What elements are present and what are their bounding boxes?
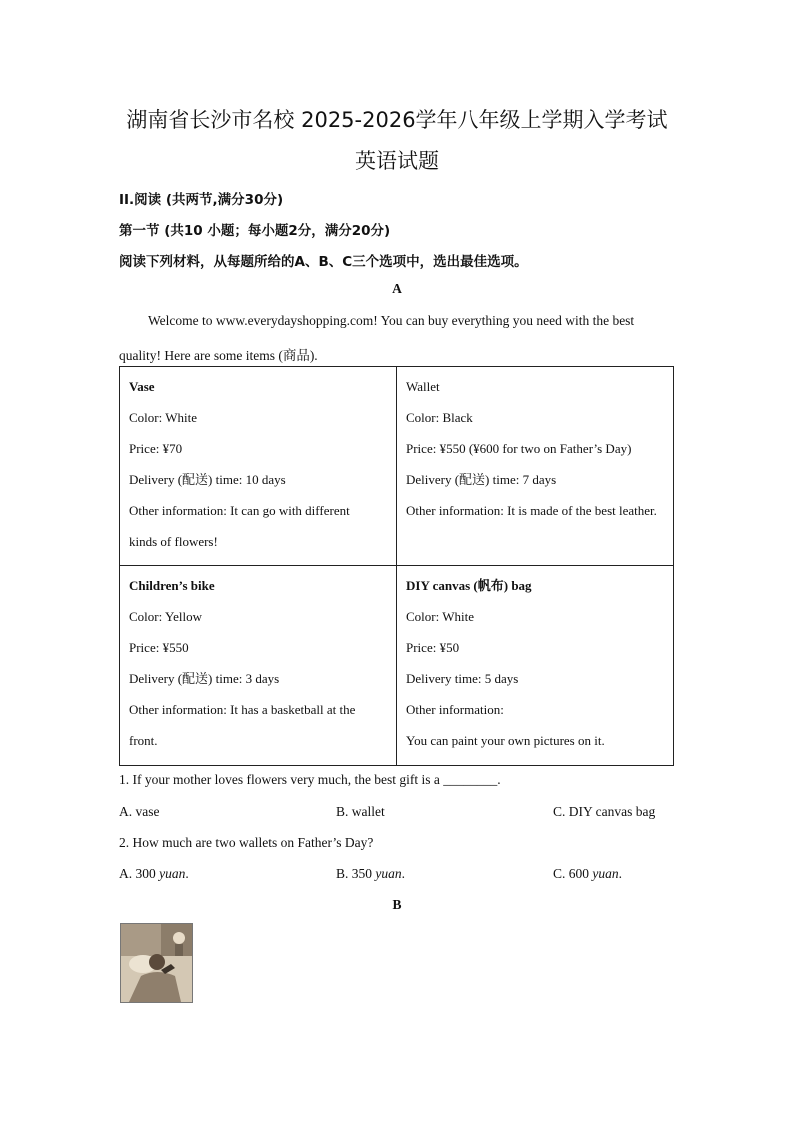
item-color: Color: Yellow [129,609,202,624]
item-delivery: Delivery (配送) time: 7 days [406,472,557,487]
item-other-info: Other information: It has a basketball at the [129,702,356,717]
option-unit: yuan [592,866,619,881]
passage-a-intro-line1: Welcome to www.everydayshopping.com! You can buy everything you need with the best [148,313,635,328]
option-text: A. 300 [119,866,160,881]
items-table [119,366,674,766]
item-other-info-cont: kinds of flowers! [129,534,218,549]
item-other-info: Other information: It can go with different [129,503,350,518]
passage-b-label: B [392,897,402,912]
item-color: Color: Black [406,410,473,425]
question-1-option-a[interactable]: A. vase [119,804,160,819]
item-price: Price: ¥70 [129,441,183,456]
section-heading: II.阅读 (共两节,满分30分) [119,192,284,208]
passage-a-label: A [392,281,402,296]
question-2-option-c[interactable] [553,866,622,882]
item-cell-wallet [397,367,674,566]
question-2-option-b[interactable] [336,866,405,882]
item-cell-canvas-bag [397,566,674,766]
question-2-stem: 2. How much are two wallets on Father’s Day? [119,835,374,850]
item-name: Vase [129,379,155,394]
item-name: Children’s bike [129,578,215,593]
item-color: Color: White [129,410,198,425]
passage-a-intro-line2: quality! Here are some items (商品). [119,348,318,363]
option-unit: yuan [375,866,402,881]
item-other-info-cont: front. [129,733,158,748]
item-delivery: Delivery (配送) time: 10 days [129,472,286,487]
part-heading: 第一节 (共10 小题；每小题2分，满分20分) [119,223,391,239]
item-delivery: Delivery time: 5 days [406,671,519,686]
instructions: 阅读下列材料，从每题所给的A、B、C三个选项中，选出最佳选项。 [119,254,528,270]
item-cell-bike [120,566,397,766]
item-cell-vase [120,367,397,566]
option-text: C. 600 [553,866,593,881]
page-subtitle: 英语试题 [355,149,439,173]
page-title: 湖南省长沙市名校 2025-2026学年八年级上学期入学考试 [126,108,668,132]
question-1-stem: 1. If your mother loves flowers very much, the best gift is a ________. [119,772,501,787]
item-price: Price: ¥550 (¥600 for two on Father’s Day) [406,441,632,456]
question-1-option-b[interactable]: B. wallet [336,804,385,819]
item-other-info: Other information: [406,702,504,717]
option-period: . [618,866,623,881]
option-unit: yuan [159,866,186,881]
item-other-info: Other information: It is made of the best leather. [406,503,657,518]
item-price: Price: ¥50 [406,640,460,655]
option-text: B. 350 [336,866,376,881]
question-2-option-a[interactable] [119,866,189,882]
item-other-info-cont: You can paint your own pictures on it. [406,733,605,748]
item-price: Price: ¥550 [129,640,189,655]
item-delivery: Delivery (配送) time: 3 days [129,671,280,686]
boy-in-bed-illustration [120,923,193,1003]
option-period: . [401,866,406,881]
item-name: DIY canvas (帆布) bag [406,578,532,593]
option-period: . [185,866,189,881]
illustration-drawing [121,924,192,1002]
item-color: Color: White [406,609,475,624]
question-1-option-c[interactable]: C. DIY canvas bag [553,804,656,819]
item-name: Wallet [406,379,440,394]
